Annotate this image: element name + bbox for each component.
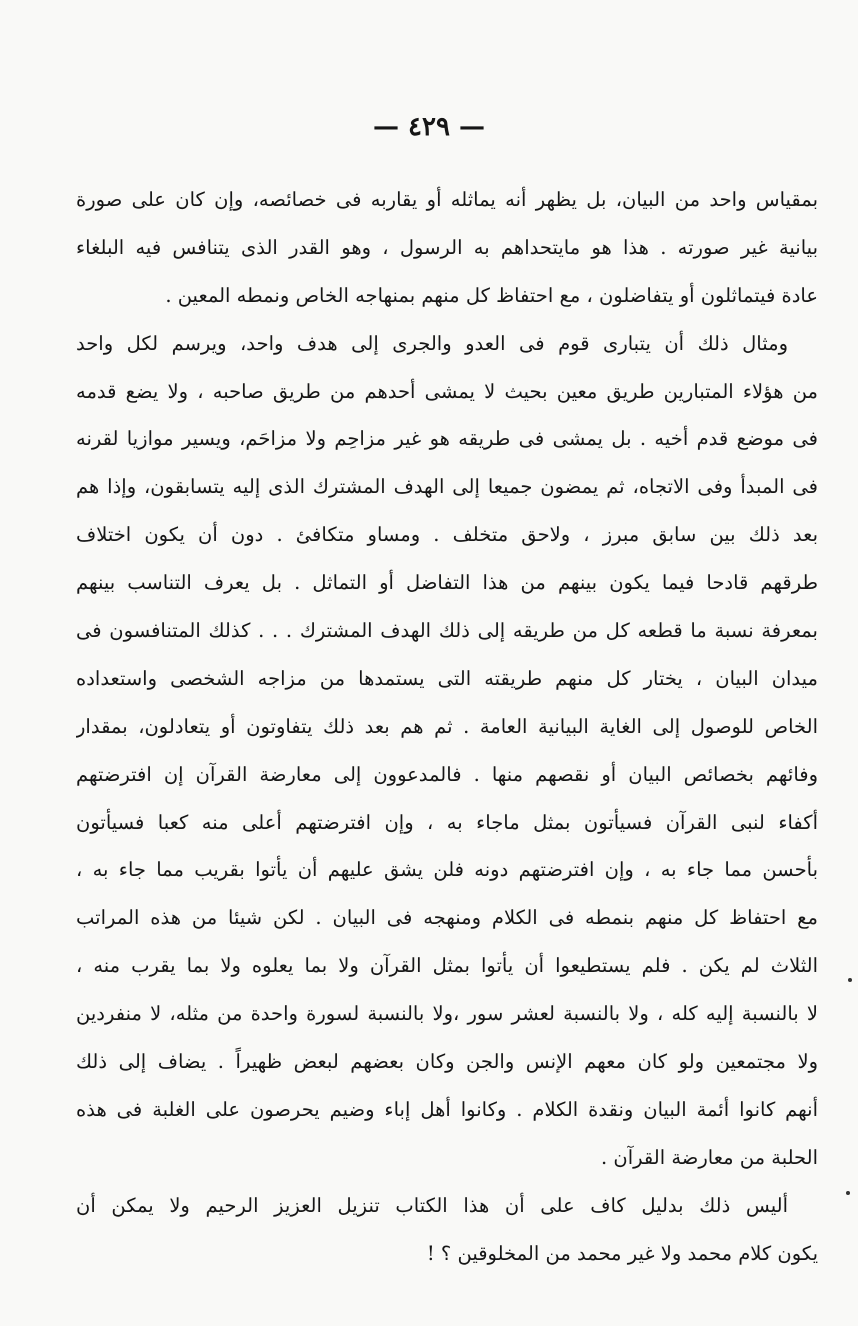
text-line: بأحسن مما جاء به ، وإن افترضتهم دونه فلن يشق عليهم أن يأتوا بقريب مما جاء به ، bbox=[76, 858, 818, 882]
ink-speck bbox=[846, 1191, 850, 1195]
text-line: يكون كلام محمد ولا غير محمد من المخلوقين ؟ ! bbox=[426, 1241, 818, 1265]
text-line: بعد ذلك بين سابق مبرز ، ولاحق متخلف . ومساو متكافئ . دون أن يكون اختلاف bbox=[76, 523, 818, 547]
text-line: فى المبدأ وفى الاتجاه، ثم يمضون جميعا إلى الهدف المشترك الذى إليه يتسابقون، وإذا هم bbox=[76, 475, 818, 499]
ink-speck bbox=[848, 978, 852, 982]
text-line: بيانية غير صورته . هذا هو مايتحداهم به الرسول ، وهو القدر الذى يتنافس فيه البلغاء bbox=[76, 235, 818, 259]
text-line: وفائهم بخصائص البيان أو نقصهم منها . فالمدعوون إلى معارضة القرآن إن افترضتهم bbox=[76, 762, 818, 786]
page-number: — ٤٢٩ — bbox=[372, 112, 486, 142]
text-line: بمقياس واحد من البيان، بل يظهر أنه يماثله أو يقاربه فى خصائصه، وإن كان على صورة bbox=[76, 188, 818, 211]
body-text bbox=[76, 176, 818, 1277]
text-line: ومثال ذلك أن يتبارى قوم فى العدو والجرى إلى هدف واحد، ويرسم لكل واحد bbox=[76, 331, 788, 355]
text-line: ميدان البيان ، يختار كل منهم طريقته التى يستمدها من مزاجه الشخصى واستعداده bbox=[76, 666, 818, 690]
text-line: طرقهم قادحا فيما يكون بينهم من هذا التفاضل أو التماثل . بل يعرف التناسب بينهم bbox=[76, 571, 818, 595]
text-line: عادة فيتماثلون أو يتفاضلون ، مع احتفاظ كل منهم بمنهاجه الخاص ونمطه المعين . bbox=[165, 283, 818, 307]
text-line: مع احتفاظ كل منهم بنمطه فى الكلام ومنهجه فى البيان . لكن شيئا من هذه المراتب bbox=[76, 906, 818, 930]
text-line: الحلبة من معارضة القرآن . bbox=[601, 1145, 818, 1169]
text-line: الثلاث لم يكن . فلم يستطيعوا أن يأتوا بمثل القرآن ولا بما يعلوه ولا بما يقرب منه ، bbox=[76, 954, 818, 978]
text-line: ولا مجتمعين ولو كان معهم الإنس والجن وكان بعضهم لبعض ظهيراً . يضاف إلى ذلك bbox=[76, 1050, 818, 1074]
text-line: الخاص للوصول إلى الغاية البيانية العامة . ثم هم بعد ذلك يتفاوتون أو يتعادلون، بمقدار bbox=[76, 714, 818, 738]
text-line: من هؤلاء المتبارين طريق معين بحيث لا يمشى أحدهم من طريق صاحبه ، ولا يضع قدمه bbox=[76, 379, 818, 403]
text-line: أكفاء لنبى القرآن فسيأتون بمثل ماجاء به ، وإن افترضتهم أعلى منه كعبا فسيأتون bbox=[76, 810, 818, 834]
text-line: أنهم كانوا أئمة البيان ونقدة الكلام . وكانوا أهل إباء وضيم يحرصون على الغلبة فى هذه bbox=[76, 1097, 818, 1121]
text-line: أليس ذلك بدليل كاف على أن هذا الكتاب تنزيل العزيز الرحيم ولا يمكن أن bbox=[76, 1193, 788, 1217]
text-line: بمعرفة نسبة ما قطعه كل من طريقه إلى ذلك الهدف المشترك . . . كذلك المتنافسون فى bbox=[76, 619, 818, 643]
text-line: لا بالنسبة إليه كله ، ولا بالنسبة لعشر سور ،ولا بالنسبة لسورة واحدة من مثله، لا منفردين bbox=[76, 1002, 818, 1026]
text-line: فى موضع قدم أخيه . بل يمشى فى طريقه هو غير مزاحِم ولا مزاحَم، ويسير موازيا لقرنه bbox=[76, 427, 818, 451]
